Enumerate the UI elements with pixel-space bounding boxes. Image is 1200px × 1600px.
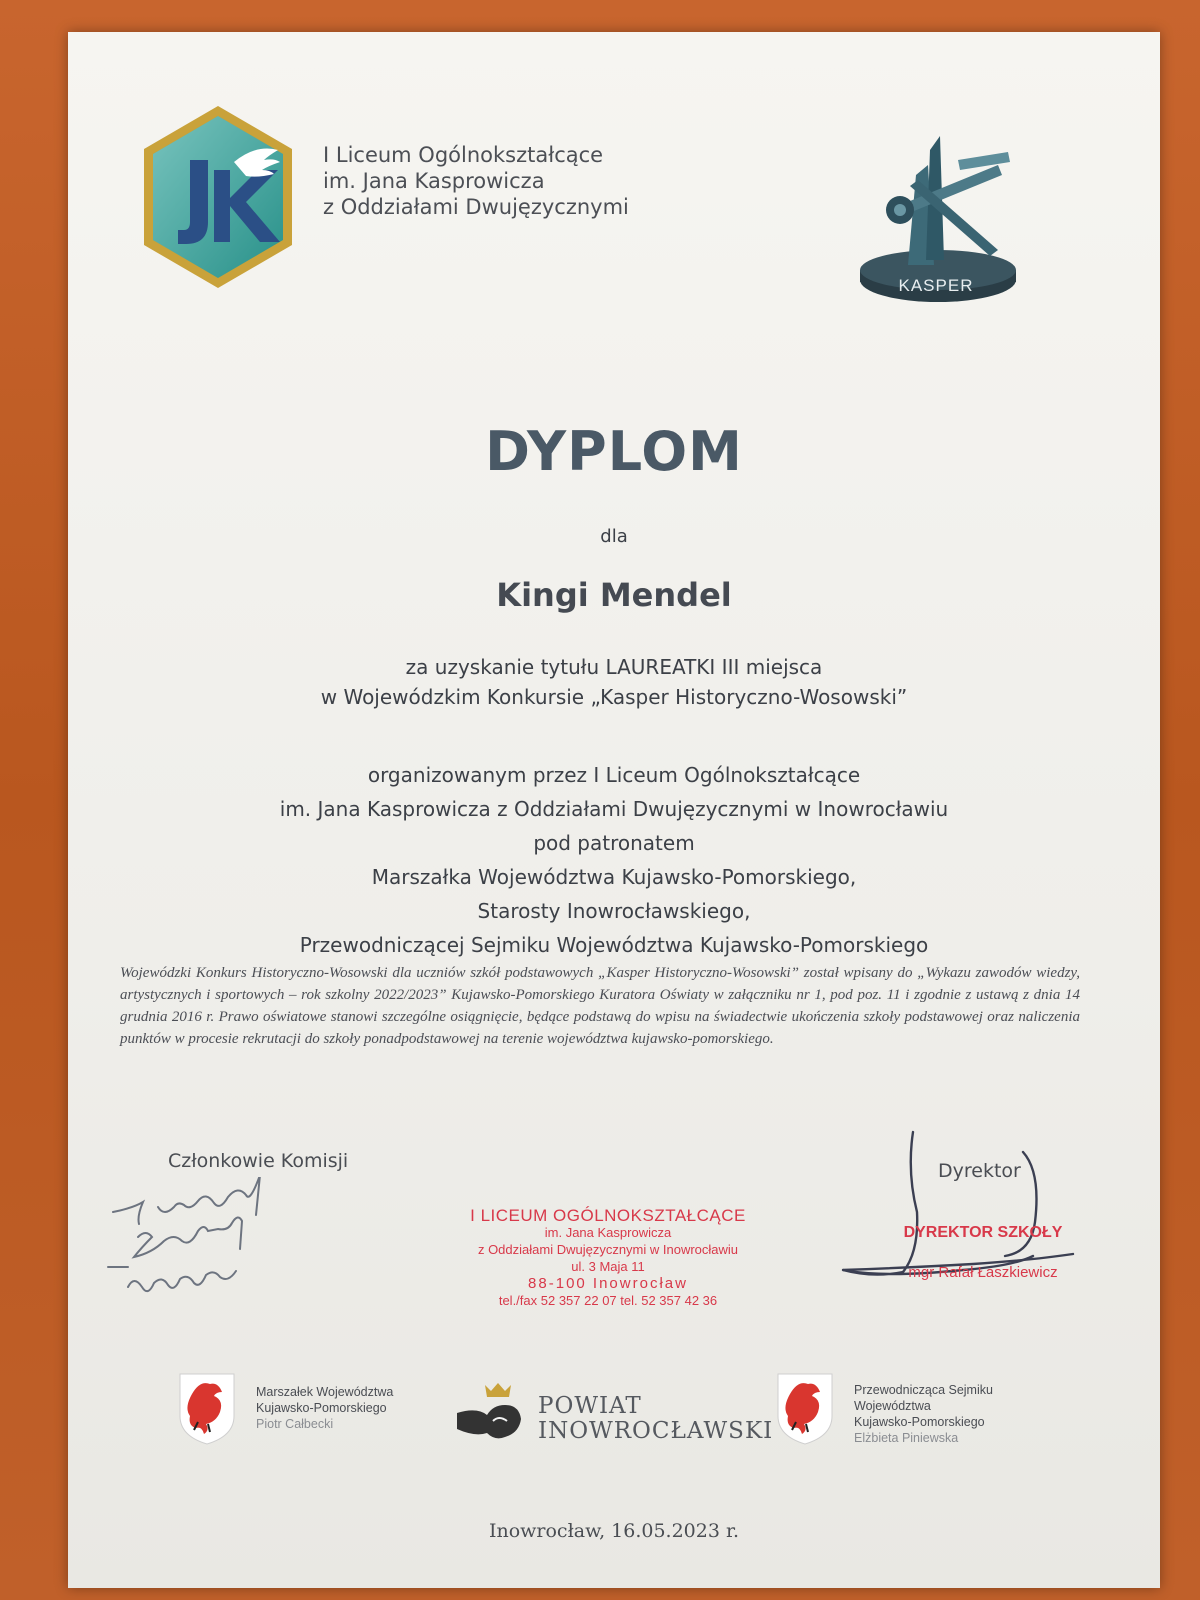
powiat-line: INOWROCŁAWSKI — [538, 1418, 774, 1444]
legal-note: Wojewódzki Konkurs Historyczno-Wosowski dla uczniów szkół podstawowych „Kasper Historyczno-Wosowski” został wpisany do „Wykazu zawodów wiedzy, artystycznych i sportowych – rok szkolny 2022/2023” Kujawsko-Pomorskiego Kuratora Oświaty w załączniku nr 1, pod poz. 11 i zgodnie z ustawą z dnia 14 grudnia 2016 r. Prawo oświatowe stanowi szczególne osiągnięcie, będące podstawą do wpisu na świadectwie ukończenia szkoły podstawowej oraz naliczenia punktów w procesie rekrutacji do szkoły ponadpodstawowej na terenie województwa kujawsko-pomorskiego. — [120, 965, 1080, 1047]
organizer-line: pod patronatem — [533, 831, 695, 855]
stamp-line: ul. 3 Maja 11 — [571, 1259, 645, 1274]
organizer-line: im. Jana Kasprowicza z Oddziałami Dwujęzycznymi w Inowrocławiu — [279, 797, 949, 821]
school-stamp — [438, 1207, 778, 1309]
committee-signatures-icon — [98, 1177, 358, 1327]
patron-sejmik — [854, 1382, 993, 1446]
stamp-line: I LICEUM OGÓLNOKSZTAŁCĄCE — [470, 1206, 746, 1225]
stamp-line: z Oddziałami Dwujęzycznymi w Inowrocławiu — [477, 1242, 739, 1257]
patron-line: Przewodnicząca Sejmiku — [854, 1383, 993, 1397]
committee-label: Członkowie Komisji — [168, 1150, 349, 1172]
award-line: za uzyskanie tytułu LAUREATKI III miejsca — [405, 655, 823, 679]
school-name-line: im. Jana Kasprowicza — [323, 169, 545, 193]
patron-line: Kujawsko-Pomorskiego — [854, 1415, 985, 1429]
stamp-line: im. Jana Kasprowicza — [544, 1225, 672, 1240]
griffin-emblem-icon — [178, 1372, 236, 1446]
school-logo-icon — [138, 102, 298, 292]
director-label: Dyrektor — [938, 1160, 1021, 1182]
patron-line: Marszałek Województwa — [256, 1385, 394, 1399]
director-stamp-title: DYREKTOR SZKOŁY — [903, 1224, 1063, 1241]
diploma-title: DYPLOM — [485, 420, 743, 483]
director-stamp-name: mgr Rafał Łaszkiewicz — [908, 1264, 1058, 1281]
organizer-line: Starosty Inowrocławskiego, — [477, 899, 751, 923]
griffin-emblem-icon — [776, 1372, 834, 1446]
award-text — [68, 652, 1160, 712]
organizer-line: organizowanym przez I Liceum Ogólnokształcące — [367, 763, 861, 787]
director-stamp — [883, 1224, 1083, 1281]
school-name-line: z Oddziałami Dwujęzycznymi — [323, 195, 629, 219]
powiat-emblem-icon — [453, 1377, 543, 1447]
stamp-line: tel./fax 52 357 22 07 tel. 52 357 42 36 — [498, 1293, 718, 1308]
kasper-label: KASPER — [898, 276, 974, 295]
school-name-line: I Liceum Ogólnokształcące — [323, 143, 604, 167]
award-line: w Wojewódzkim Konkursie „Kasper Historyczno-Wosowski” — [320, 685, 908, 709]
place-date: Inowrocław, 16.05.2023 r. — [488, 1520, 740, 1542]
powiat-line: POWIAT — [538, 1393, 642, 1419]
diploma-page — [68, 32, 1160, 1588]
recipient-name: Kingi Mendel — [496, 576, 732, 614]
director-signature-icon — [823, 1122, 1093, 1312]
for-label: dla — [600, 526, 628, 547]
patron-line: Województwa — [854, 1399, 931, 1413]
patron-powiat — [538, 1394, 773, 1444]
patron-line: Kujawsko-Pomorskiego — [256, 1401, 387, 1415]
stamp-line: 88-100 Inowrocław — [528, 1275, 688, 1292]
patron-marshal — [256, 1384, 393, 1432]
school-name — [323, 142, 629, 220]
organizer-line: Marszałka Województwa Kujawsko-Pomorskiego, — [371, 865, 857, 889]
organizer-line: Przewodniczącej Sejmiku Województwa Kujawsko-Pomorskiego — [299, 933, 929, 957]
patron-person: Elżbieta Piniewska — [854, 1431, 959, 1445]
organizer-text — [68, 758, 1160, 962]
patron-person: Piotr Całbecki — [256, 1417, 334, 1431]
